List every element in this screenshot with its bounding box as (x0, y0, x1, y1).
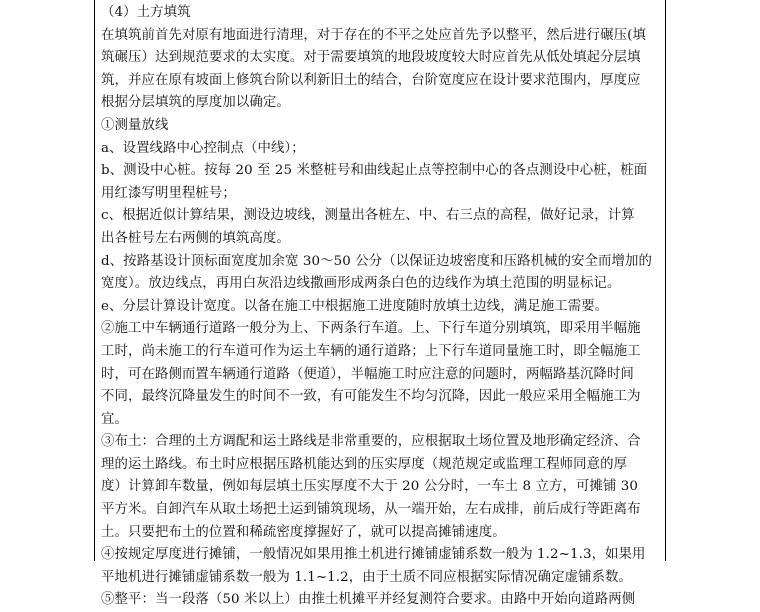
text-line: 土。只要把布土的位置和稀疏密度撑握好了，就可以提高摊铺速度。 (101, 524, 506, 540)
subsection-heading: ①测量放线 (101, 117, 169, 133)
text-line: 时，可在路侧而置车辆通行道路（便道），半幅施工时应注意的问题时，两幅路基沉降时间 (101, 366, 634, 382)
text-line: a、设置线路中心控制点（中线）； (101, 140, 305, 156)
text-line: 度）计算卸车数量，例如每层填土压实厚度不大于 20 公分时，一车土 8 立方，可摊铺 30 (101, 479, 639, 495)
text-line: 宽度）。放边线点，再用白灰沿边线撒画形成两条白色的边线作为填土范围的明显标记。 (101, 276, 621, 292)
text-line: ④按规定厚度进行摊铺，一般情况如果用推土机进行摊铺虚铺系数一般为 1.2~1.3，如果用 (101, 547, 646, 563)
text-line: 出各桩号左右两侧的填筑高度。 (101, 230, 290, 246)
text-line: 平地机进行摊铺虚铺系数一般为 1.1~1.2，由于土质不同应根据实际情况确定虚铺系数。 (101, 569, 633, 585)
text-line: 不同，最终沉降量发生的时间不一致，有可能发生不均匀沉降，因此一般应采用全幅施工为 (101, 389, 641, 405)
text-line: 筑碾压）达到规范要求的太实度。对于需要填筑的地段坡度较大时应首先从低处填起分层填 (101, 50, 641, 66)
text-line: c、根据近似计算结果，测设边坡线，测量出各桩左、中、右三点的高程，做好记录，计算 (101, 208, 635, 224)
text-line: 平方米。自卸汽车从取土场把土运到铺筑现场，从一端开始，左右成排，前后成行等距离布 (101, 502, 641, 518)
text-line: b、测设中心桩。按每 20 至 25 米整桩号和曲线起止点等控制中心的各点测设中心桩，桩面 (101, 163, 648, 179)
text-line: d、按路基设计顶标面宽度加余宽 30～50 公分（以保证边坡密度和压路机械的安全而增加的 (101, 253, 653, 269)
section-heading: （4）土方填筑 (101, 5, 191, 20)
text-line: ⑤整平：当一段落（50 米以上）由推土机摊平并经复测符合要求。由路中开始向道路两侧 (101, 592, 636, 608)
document-page (94, 0, 666, 608)
text-line: ②施工中车辆通行道路一般分为上、下两条行车道。上、下行车道分别填筑，即采用半幅施 (101, 321, 641, 337)
text-line: 工时，尚未施工的行车道可作为运土车辆的通行道路；上下行车道同量施工时，即全幅施工 (101, 343, 641, 359)
text-line: 宜。 (101, 411, 128, 427)
text-line: 理的运土路线。布土时应根据压路机能达到的压实厚度（规范规定或监理工程师同意的厚 (101, 456, 628, 472)
text-line: 根据分层填筑的厚度加以确定。 (101, 95, 290, 111)
text-line: 用红漆写明里程桩号； (101, 185, 236, 201)
text-line: 在填筑前首先对原有地面进行清理，对于存在的不平之处应首先予以整平，然后进行碾压(填 (101, 27, 646, 43)
text-line: e、分层计算设计宽度。以备在施工中根据施工进度随时放填土边线，满足施工需要。 (101, 298, 609, 314)
text-line: 筑，并应在原有坡面上修筑台阶以利新旧土的结合，台阶宽度应在设计要求范围内，厚度应 (101, 72, 641, 88)
text-line: ③布土：合理的土方调配和运土路线是非常重要的，应根据取土场位置及地形确定经济、合 (101, 434, 641, 450)
